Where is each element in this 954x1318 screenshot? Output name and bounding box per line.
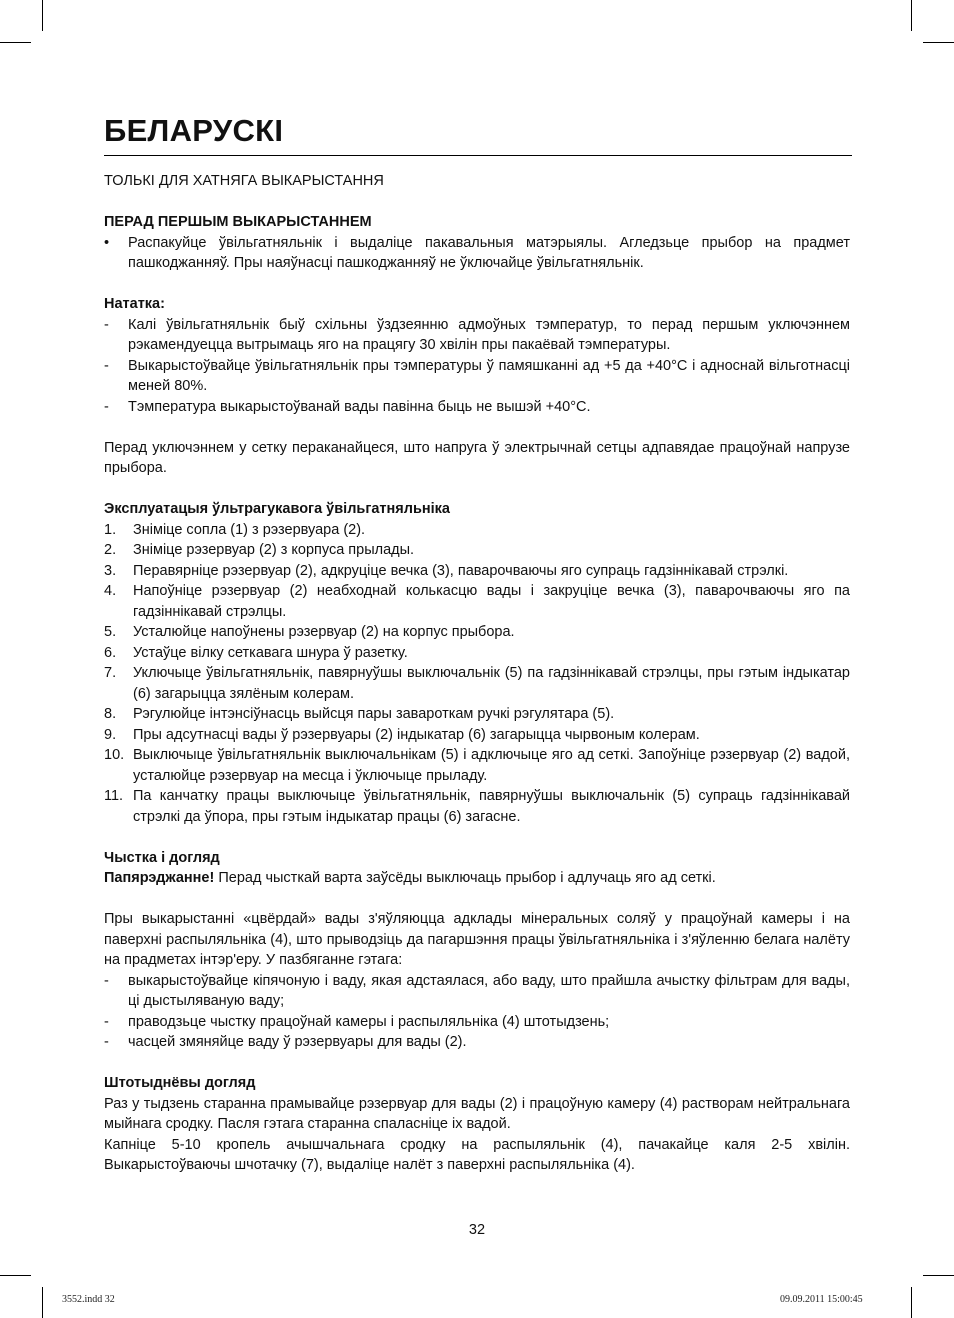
step-number: 10. [104, 747, 125, 763]
bullet-marker: • [104, 234, 110, 251]
step-item [104, 704, 850, 725]
crop-mark [0, 1275, 31, 1276]
step-text: Зніміце сопла (1) з рэзервуара (2). [133, 521, 366, 538]
cleaning-heading: Чыстка і догляд [104, 849, 220, 866]
step-text: Пры адсутнасці вады ў рэзервуары (2) індыкатар (6) загарыцца чырвоным колерам. [133, 726, 700, 743]
list-item [104, 1012, 850, 1033]
warning-label: Папярэджанне! [104, 870, 215, 886]
crop-mark [42, 1287, 43, 1318]
list-item-text: праводзьце чыстку працоўнай камеры і распыляльніка (4) штотыдзень; [128, 1013, 610, 1030]
crop-mark [923, 42, 954, 43]
page-number: 32 [468, 1222, 486, 1238]
step-item [104, 581, 850, 622]
note-heading: Нататка: [104, 296, 165, 312]
step-text: Перавярніце рэзервуар (2), адкруціце вечка (3), паварочваючы яго супраць гадзіннікавай стрэлкі. [133, 562, 789, 579]
dash-marker: - [104, 316, 109, 333]
list-item-text: Распакуйце ўвільгатняльнік і выдаліце пакавальныя матэрыялы. Агледзьце прыбор на прадмет пашкоджанняў. Пры наяўнасці пашкоджанняў не ўключайце ўвільгатняльнік. [128, 234, 850, 271]
list-item [104, 971, 850, 1012]
step-text: Напоўніце рэзервуар (2) неабходнай колькасцю вады і закруціце вечка (3), паварочваючы яго па гадзіннікавай стрэлцы. [133, 583, 850, 620]
step-item [104, 643, 850, 664]
footer-timestamp: 09.09.2011 15:00:45 [780, 1294, 863, 1305]
list-item [104, 397, 850, 418]
operation-heading: Эксплуатацыя ўльтрагукавога ўвільгатняльніка [104, 501, 450, 517]
weekly-paragraph-2: Капніце 5-10 кропель ачышчальнага сродку на распыляльнік (4), пачакайце каля 2-5 хвілін. Выкарыстоўваючы шчотачку (7), выдаліце налёт з паверхні распыляльніка (4). [104, 1136, 850, 1173]
step-number: 8. [104, 706, 117, 722]
step-number: 2. [104, 542, 117, 558]
list-item [104, 1032, 850, 1053]
list-item-text: Выкарыстоўвайце ўвільгатняльнік пры тэмпературы ў памяшканні ад +5 да +40°С і адноснай вільготнасці меней 80%. [128, 357, 850, 394]
step-text: Зніміце рэзервуар (2) з корпуса прылады. [133, 542, 415, 558]
step-item [104, 725, 850, 746]
warning-text: Перад чысткай варта заўсёды выключаць прыбор і адлучаць яго ад сеткі. [214, 870, 716, 886]
step-item [104, 540, 850, 561]
step-number: 11. [104, 788, 124, 804]
step-number: 1. [104, 521, 117, 538]
list-item [104, 233, 850, 274]
weekly-heading: Штотыднёвы догляд [104, 1075, 256, 1091]
dash-marker: - [104, 972, 109, 989]
dash-marker: - [104, 1013, 109, 1030]
page-title: БЕЛАРУСКІ [104, 113, 284, 148]
warning-paragraph [104, 868, 850, 889]
list-item [104, 356, 850, 397]
list-item-text: выкарыстоўвайце кіпячоную і ваду, якая адстаялася, або ваду, што прайшла ачыстку фільтрам для вады, ці дыстыляваную ваду; [128, 972, 850, 1009]
weekly-paragraph-1: Раз у тыдзень старанна прамывайце рэзервуар для вады (2) і працоўную камеру (4) растворам нейтральнага мыйнага сродку. Пасля гэтага старанна спаласніце іх вадой. [104, 1095, 850, 1132]
crop-mark [911, 1287, 912, 1318]
step-item [104, 786, 850, 827]
footer-file-slug: 3552.indd 32 [62, 1294, 115, 1305]
list-item-text: Калі ўвільгатняльнік быў схільны ўздзеянню адмоўных тэмператур, то перад першым уключэннем рэкамендуецца вытрымаць яго на працягу 30 хвілін пры пакаёвай тэмпературы. [128, 316, 850, 353]
voltage-paragraph: Перад уключэннем у сетку пераканайцеся, што напруга ў электрычнай сетцы адпавядае працоўнай напрузе прыбора. [104, 439, 850, 476]
step-number: 3. [104, 562, 117, 579]
document-body [104, 171, 850, 1176]
step-number: 4. [104, 583, 117, 599]
step-item [104, 663, 850, 704]
crop-mark [0, 42, 31, 43]
step-number: 7. [104, 665, 117, 681]
before-first-use-heading: ПЕРАД ПЕРШЫМ ВЫКАРЫСТАННЕМ [104, 214, 372, 230]
dash-marker: - [104, 357, 109, 374]
step-text: Рэгулюйце інтэнсіўнасць выйсця пары завароткам ручкі рэгулятара (5). [133, 706, 615, 722]
dash-marker: - [104, 398, 109, 415]
step-number: 6. [104, 644, 117, 661]
step-text: Уключыце ўвільгатняльнік, павярнуўшы выключальнік (5) па гадзіннікавай стрэлцы, пры гэтым індыкатар (6) загарыцца зялёным колерам. [133, 665, 850, 702]
step-item [104, 561, 850, 582]
step-item [104, 745, 850, 786]
subtitle: ТОЛЬКІ ДЛЯ ХАТНЯГА ВЫКАРЫСТАННЯ [104, 173, 384, 189]
dash-marker: - [104, 1034, 109, 1050]
list-item [104, 315, 850, 356]
step-text: Выключыце ўвільгатняльнік выключальнікам (5) і адключыце яго ад сеткі. Запоўніце рэзервуар (2) вадой, усталюйце рэзервуар на месца і ўключыце прыладу. [133, 747, 850, 784]
title-rule [104, 155, 852, 156]
hard-water-paragraph: Пры выкарыстанні «цвёрдай» вады з'яўляюцца адклады мінеральных соляў у працоўнай камеры і на паверхні распыляльніка (4), што прыводзіць да пагаршэння працы ўвільгатняльніка і з'яўленню белага налёту на прадметах інтэр'еру. У пазбяганне гэтага: [104, 911, 850, 968]
step-number: 9. [104, 726, 117, 743]
list-item-text: часцей змяняйце ваду ў рэзервуары для вады (2). [128, 1034, 467, 1050]
step-text: Устаўце вілку сеткавага шнура ў разетку. [133, 644, 408, 661]
list-item-text: Тэмпература выкарыстоўванай вады павінна быць не вышэй +40°С. [128, 398, 591, 415]
step-number: 5. [104, 624, 117, 640]
step-item [104, 520, 850, 541]
crop-mark [42, 0, 43, 31]
step-text: Па канчатку працы выключыце ўвільгатняльнік, павярнуўшы выключальнік (5) супраць гадзіннікавай стрэлкі да ўпора, пры гэтым індыкатар працы (6) загасне. [133, 788, 850, 825]
step-text: Усталюйце напоўнены рэзервуар (2) на корпус прыбора. [133, 624, 515, 640]
crop-mark [923, 1275, 954, 1276]
step-item [104, 622, 850, 643]
crop-mark [911, 0, 912, 31]
